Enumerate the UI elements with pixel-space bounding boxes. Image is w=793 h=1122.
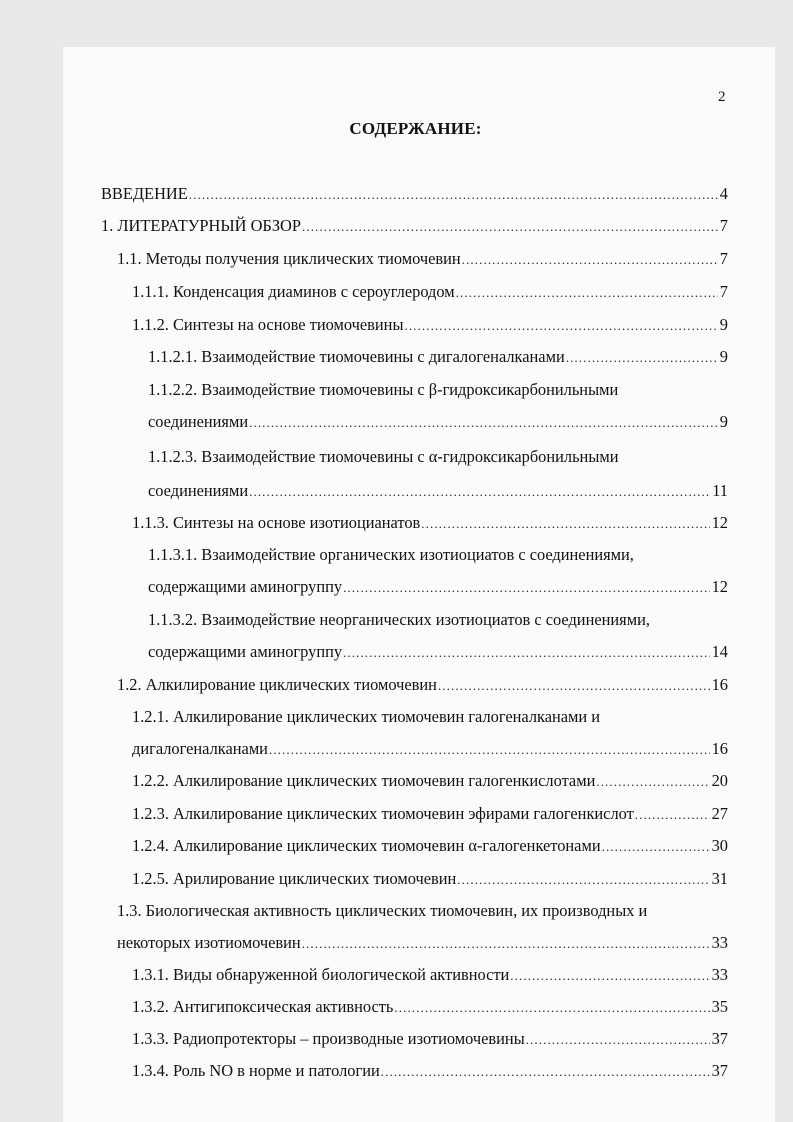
toc-entry-1-1-2-2-first-line[interactable]: 1.1.2.2. Взаимодействие тиомочевины с β-гидроксикарбонильными — [148, 380, 619, 399]
toc-entry-page: 35 — [711, 997, 728, 1016]
toc-dot-leader — [438, 676, 710, 696]
toc-dot-leader — [381, 1062, 710, 1082]
toc-entry-1-2-1-first-line[interactable]: 1.2.1. Алкилирование циклических тиомочевин галогеналканами и — [132, 707, 601, 726]
toc-entry-label: 1.2.2. Алкилирование циклических тиомочевин галогенкислотами — [132, 771, 596, 790]
toc-entry-page: 9 — [719, 347, 728, 366]
toc-entry-page: 9 — [719, 412, 728, 431]
toc-entry-label: 1.1.3. Синтезы на основе изотиоцианатов — [132, 513, 421, 532]
toc-entry-label: содержащими аминогруппу — [148, 577, 343, 596]
toc-dot-leader — [249, 482, 710, 502]
toc-entry-1-2[interactable] — [117, 675, 728, 696]
toc-entry-page: 33 — [711, 965, 728, 984]
toc-dot-leader — [421, 514, 709, 534]
toc-dot-leader — [249, 413, 718, 433]
toc-dot-leader — [526, 1030, 710, 1050]
toc-entry-label: 1.2.5. Арилирование циклических тиомочевин — [132, 869, 457, 888]
toc-entry-label: некоторых изотиомочевин — [117, 933, 301, 952]
toc-entry-1-3[interactable] — [117, 933, 728, 954]
toc-entry-1-1-2-2[interactable] — [148, 412, 728, 433]
toc-entry-label: соединениями — [148, 412, 249, 431]
toc-entry-page: 27 — [711, 804, 728, 823]
toc-entry-label: 1.3.3. Радиопротекторы – производные изотиомочевины — [132, 1029, 525, 1048]
page-number: 2 — [718, 89, 726, 105]
toc-entry-label: 1.3.2. Антигипоксическая активность — [132, 997, 394, 1016]
toc-entry-label: 1.1. Методы получения циклических тиомочевин — [117, 249, 461, 268]
toc-dot-leader — [404, 316, 717, 336]
toc-entry-1-2-1[interactable] — [132, 739, 728, 760]
toc-dot-leader — [189, 185, 718, 205]
toc-entry-page: 37 — [711, 1029, 728, 1048]
toc-entry-1-1-2[interactable] — [132, 315, 728, 336]
toc-entry-label: соединениями — [148, 481, 249, 500]
toc-dot-leader — [462, 250, 718, 270]
toc-dot-leader — [302, 934, 710, 954]
toc-entry-1-1-2-1[interactable] — [148, 347, 728, 368]
toc-entry-label: дигалогеналканами — [132, 739, 268, 758]
toc-entry-page: 14 — [711, 642, 728, 661]
toc-entry-label: 1.2.4. Алкилирование циклических тиомочевин α-галогенкетонами — [132, 836, 601, 855]
toc-entry-1-3-first-line[interactable]: 1.3. Биологическая активность циклических тиомочевин, их производных и — [117, 901, 648, 920]
toc-entry-1-3-2[interactable] — [132, 997, 728, 1018]
toc-entry-1-2-4[interactable] — [132, 836, 728, 857]
toc-entry-label: 1.3.1. Виды обнаруженной биологической активности — [132, 965, 510, 984]
toc-dot-leader — [343, 643, 710, 663]
toc-entry-page: 33 — [711, 933, 728, 952]
toc-entry-1-1-3-1-first-line[interactable]: 1.1.3.1. Взаимодействие органических изотиоциатов с соединениями, — [148, 545, 634, 564]
toc-entry-1-1-1[interactable] — [132, 282, 728, 303]
toc-entry-1-1-2-3-first-line[interactable]: 1.1.2.3. Взаимодействие тиомочевины с α-гидроксикарбонильными — [148, 447, 619, 466]
toc-entry-label: 1.1.2.1. Взаимодействие тиомочевины с дигалогеналканами — [148, 347, 565, 366]
toc-dot-leader — [510, 966, 709, 986]
toc-entry-label: 1.1.2. Синтезы на основе тиомочевины — [132, 315, 404, 334]
toc-entry-page: 12 — [711, 513, 728, 532]
toc-entry-1-3-3[interactable] — [132, 1029, 728, 1050]
toc-entry-1[interactable] — [101, 216, 728, 237]
toc-entry-label: 1.2.3. Алкилирование циклических тиомочевин эфирами галогенкислот — [132, 804, 634, 823]
toc-dot-leader — [343, 578, 710, 598]
toc-entry-1-3-1[interactable] — [132, 965, 728, 986]
toc-entry-page: 16 — [711, 675, 728, 694]
toc-entry-1-2-5[interactable] — [132, 869, 728, 890]
toc-entry-label: 1.1.1. Конденсация диаминов с сероуглеродом — [132, 282, 455, 301]
toc-title: СОДЕРЖАНИЕ: — [349, 119, 482, 138]
toc-dot-leader — [596, 772, 709, 792]
toc-entry-1-1-3-1[interactable] — [148, 577, 728, 598]
toc-entry-1-1-3-2-first-line[interactable]: 1.1.3.2. Взаимодействие неорганических изотиоциатов с соединениями, — [148, 610, 650, 629]
toc-entry-label: ВВЕДЕНИЕ — [101, 184, 188, 203]
toc-entry-1-2-2[interactable] — [132, 771, 728, 792]
toc-dot-leader — [394, 998, 709, 1018]
toc-dot-leader — [635, 805, 710, 825]
toc-dot-leader — [457, 870, 709, 890]
toc-entry-introduction[interactable] — [101, 184, 728, 205]
toc-entry-page: 37 — [711, 1061, 728, 1080]
toc-dot-leader — [566, 348, 718, 368]
toc-dot-leader — [602, 837, 710, 857]
toc-entry-1-3-4[interactable] — [132, 1061, 728, 1082]
toc-entry-label: 1. ЛИТЕРАТУРНЫЙ ОБЗОР — [101, 216, 301, 235]
toc-dot-leader — [302, 217, 718, 237]
toc-entry-1-1[interactable] — [117, 249, 728, 270]
toc-entry-page: 7 — [719, 216, 728, 235]
toc-entry-1-1-3-2[interactable] — [148, 642, 728, 663]
toc-entry-page: 31 — [711, 869, 728, 888]
toc-entry-page: 16 — [711, 739, 728, 758]
toc-entry-label: 1.3.4. Роль NO в норме и патологии — [132, 1061, 380, 1080]
toc-entry-page: 30 — [711, 836, 728, 855]
toc-entry-page: 9 — [719, 315, 728, 334]
toc-entry-label: содержащими аминогруппу — [148, 642, 343, 661]
toc-entry-page: 11 — [712, 481, 728, 500]
toc-entry-label: 1.2. Алкилирование циклических тиомочевин — [117, 675, 437, 694]
toc-entry-page: 12 — [711, 577, 728, 596]
toc-entry-1-2-3[interactable] — [132, 804, 728, 825]
toc-entry-page: 20 — [711, 771, 728, 790]
toc-dot-leader — [456, 283, 718, 303]
toc-entry-page: 4 — [719, 184, 728, 203]
toc-entry-page: 7 — [719, 282, 728, 301]
toc-dot-leader — [269, 740, 710, 760]
toc-entry-page: 7 — [719, 249, 728, 268]
toc-entry-1-1-2-3[interactable] — [148, 481, 728, 502]
toc-entry-1-1-3[interactable] — [132, 513, 728, 534]
